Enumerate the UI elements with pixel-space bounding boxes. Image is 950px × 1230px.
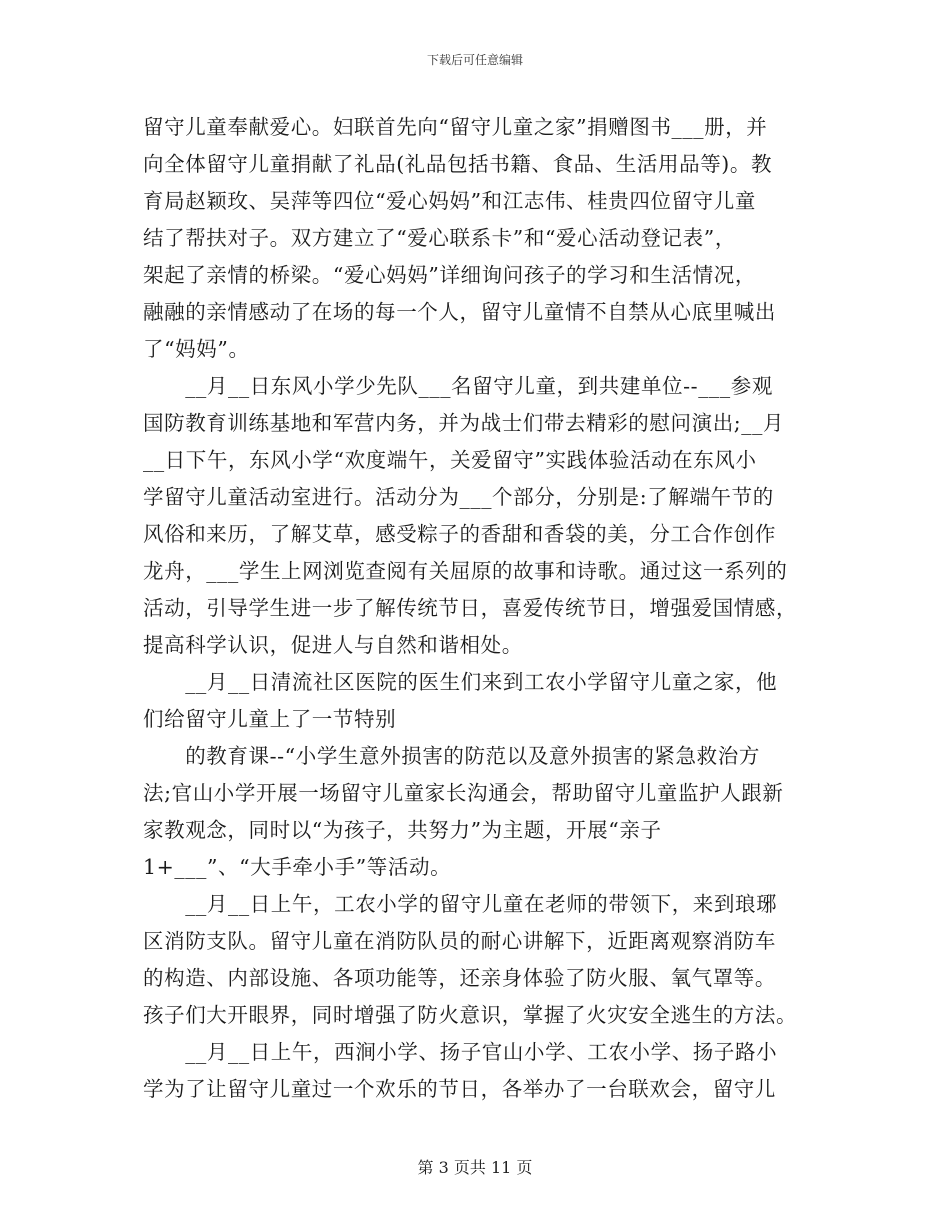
text-line: 融融的亲情感动了在场的每一个人，留守儿童情不自禁从心底里喊出: [143, 300, 776, 324]
text-line: __月__日清流社区医院的医生们来到工农小学留守儿童之家，他: [143, 670, 778, 694]
text-line: 的教育课--“小学生意外损害的防范以及意外损害的紧急救治方: [143, 744, 760, 768]
text-line: __月__日上午，工农小学的留守儿童在老师的带领下，来到琅琊: [143, 892, 778, 916]
text-line: 育局赵颖玫、吴萍等四位“爱心妈妈”和江志伟、桂贵四位留守儿童: [143, 189, 756, 213]
page-header: 下载后可任意编辑: [426, 53, 523, 67]
text-line: 向全体留守儿童捐献了礼品(礼品包括书籍、食品、生活用品等)。教: [143, 152, 773, 176]
text-line: 1+___”、“大手牵小手”等活动。: [143, 855, 452, 879]
page-number-footer: 第 3 页共 11 页: [417, 1158, 533, 1177]
text-line: 国防教育训练基地和军营内务，并为战士们带去精彩的慰问演出;__月: [143, 411, 785, 435]
text-line: 结了帮扶对子。双方建立了“爱心联系卡”和“爱心活动登记表”，: [143, 226, 736, 250]
text-line: 孩子们大开眼界，同时增强了防火意识，掌握了火灾安全逃生的方法。: [143, 1003, 798, 1027]
text-line: 区消防支队。留守儿童在消防队员的耐心讲解下，近距离观察消防车: [143, 929, 776, 953]
text-line: 法;官山小学开展一场留守儿童家长沟通会，帮助留守儿童监护人跟新: [143, 781, 784, 805]
text-line: 提高科学认识，促进人与自然和谐相处。: [143, 633, 523, 657]
text-line: __月__日上午，西涧小学、扬子官山小学、工农小学、扬子路小: [143, 1040, 778, 1064]
text-line: 学留守儿童活动室进行。活动分为___个部分，分别是:了解端午节的: [143, 485, 774, 509]
text-line: 架起了亲情的桥梁。“爱心妈妈”详细询问孩子的学习和生活情况，: [143, 263, 756, 287]
document-body: [143, 109, 808, 1108]
text-line: 了“妈妈”。: [143, 337, 250, 361]
text-line: __日下午，东风小学“欢度端午，关爱留守”实践体验活动在东风小: [143, 448, 757, 472]
text-line: 家教观念，同时以“为孩子，共努力”为主题，开展“亲子: [143, 818, 662, 842]
text-line: 龙舟，___学生上网浏览查阅有关屈原的故事和诗歌。通过这一系列的: [143, 559, 788, 583]
text-line: __月__日东风小学少先队___名留守儿童，到共建单位--___参观: [143, 374, 773, 398]
text-line: 们给留守儿童上了一节特别: [143, 707, 397, 731]
text-line: 学为了让留守儿童过一个欢乐的节日，各举办了一台联欢会，留守儿: [143, 1077, 776, 1101]
text-line: 留守儿童奉献爱心。妇联首先向“留守儿童之家”捐赠图书___册，并: [143, 115, 768, 139]
text-line: 的构造、内部设施、各项功能等，还亲身体验了防火服、氧气罩等。: [143, 966, 776, 990]
text-line: 活动，引导学生进一步了解传统节日，喜爱传统节日，增强爱国情感，: [143, 596, 798, 620]
text-line: 风俗和来历，了解艾草，感受粽子的香甜和香袋的美，分工合作创作: [143, 522, 776, 546]
